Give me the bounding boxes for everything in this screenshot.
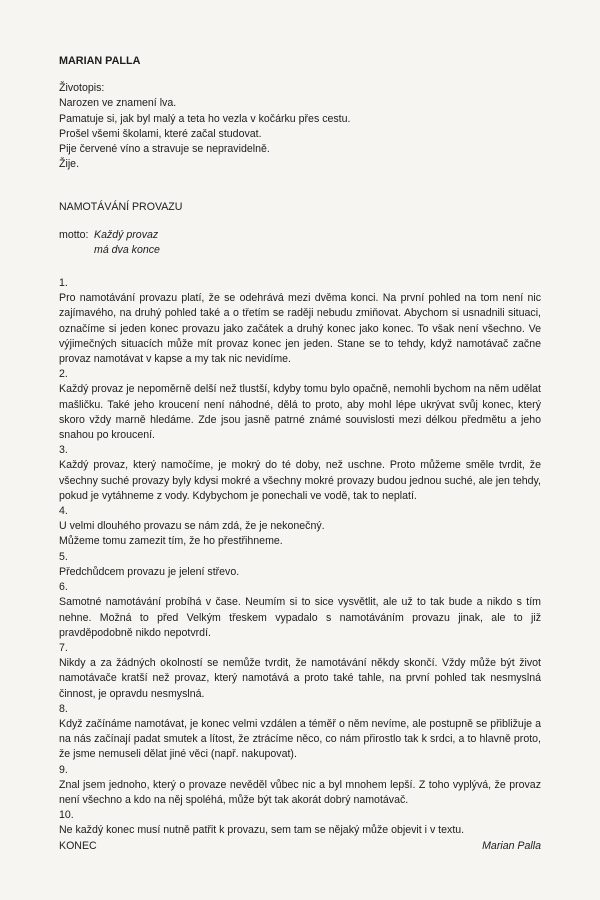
essay-section [59,504,541,550]
bio-line: Prošel všemi školami, které začal studovat. [59,127,262,140]
motto-label: motto: [59,228,89,241]
section-text: Když začínáme namotávat, je konec velmi vzdálen a téměř o něm nevíme, ale postupně se přibližuje a na nás začínají padat smutek a lítost, že ztrácíme něco, co nám přirostlo tak k srdci, a to hlavně proto, že jsme nemuseli dělat jiné věci (např. nakupovat). [59,717,541,761]
section-text: Ne každý konec musí nutně patřit k provazu, sem tam se nějaký může objevit i v textu. [59,824,465,837]
section-number: 8. [59,702,68,715]
section-text: Každý provaz, který namočíme, je mokrý do té doby, než uschne. Proto můžeme směle tvrdit, že všechny suché provazy byly kdysi mokré a všechny mokré provazy budou jednou suché, ale jen tehdy, pokud je vytáhneme z vody. Kdybychom je ponechali ve vodě, tak to neplatí. [59,459,541,502]
motto [59,228,541,258]
section-number: 3. [59,444,68,457]
essay-section [59,580,541,641]
essay-title: NAMOTÁVÁNÍ PROVAZU [59,201,183,214]
motto-line: má dva konce [94,243,160,256]
section-number: 5. [59,550,68,563]
essay-section [59,808,541,838]
section-number: 1. [59,277,68,290]
essay-section [59,367,541,443]
motto-text [94,228,160,258]
essay-section [59,763,541,809]
section-text: Nikdy a za žádných okolností se nemůže tvrdit, že namotávání někdy skončí. Vždy může být život namotávače kratší než provaz, který namotává a proto také tahle, na první pohled tak nesmyslná činnost, je opravdu nesmyslná. [59,657,541,700]
section-text: U velmi dlouhého provazu se nám zdá, že je nekonečný. Můžeme tomu zamezit tím, že ho přestřihneme. [59,520,325,548]
motto-line: Každý provaz [94,228,159,241]
section-text: Znal jsem jednoho, který o provaze nevěděl vůbec nic a byl mnohem lepší. Z toho vyplývá, že provaz není všechno a kdo na něj spoléhá, může být tak akorát dobrý namotávač. [59,778,541,806]
bio-line: Narozen ve znamení lva. [59,97,177,110]
author-signature: Marian Palla [482,839,541,852]
essay-sections [59,276,541,839]
section-number: 4. [59,505,68,518]
biography [59,81,541,172]
section-text: Každý provaz je nepoměrně delší než tlustší, kdyby tomu bylo opačně, nemohli bychom na něm udělat mašličku. Také jeho kroucení není náhodné, dělá to proto, aby mohl lépe ukrývat svůj konec, který skoro vždy marně hledáme. Zde jsou jasně patrné známé souvislosti mezi délkou předmětu a jeho snahou po kroucení. [59,383,541,442]
essay-section [59,276,541,367]
essay-section [59,443,541,504]
bio-heading: Životopis: [59,82,105,95]
essay-section [59,702,541,763]
end-marker: KONEC [59,839,97,852]
section-text: Pro namotávání provazu platí, že se odehrává mezi dvěma konci. Na první pohled na tom není nic zajímavého, na druhý pohled také a o třetím se raději nebudu zmiňovat. Abychom si usnadnili situaci, označíme si jeden konec provazu jako začátek a druhý konec jako konec. To však není všechno. Ve výjimečných situacích může mít provaz konec jen jeden. Stane se to tehdy, když namotávač začne provaz namotávat v kapse a my tak nic nevidíme. [59,292,541,366]
bio-line: Žije. [59,158,80,171]
bio-line: Pamatuje si, jak byl malý a teta ho vezla v kočárku přes cestu. [59,112,351,125]
bio-line: Pije červené víno a stravuje se nepravidelně. [59,143,270,156]
section-number: 2. [59,368,68,381]
section-number: 7. [59,641,68,654]
essay-section [59,550,541,580]
author-name: MARIAN PALLA [59,55,141,67]
section-number: 10. [59,809,74,822]
section-text: Předchůdcem provazu je jelení střevo. [59,565,240,578]
document-footer [59,839,541,854]
section-number: 9. [59,763,68,776]
section-number: 6. [59,581,68,594]
document-content [59,54,541,854]
essay-section [59,641,541,702]
section-text: Samotné namotávání probíhá v čase. Neumím si to sice vysvětlit, ale už to tak bude a nikdo s tím nehne. Možná to před Velkým třeskem vypadalo s namotáváním provazu jinak, ale to již pravděpodobně nikdo nepotvrdí. [59,596,541,639]
